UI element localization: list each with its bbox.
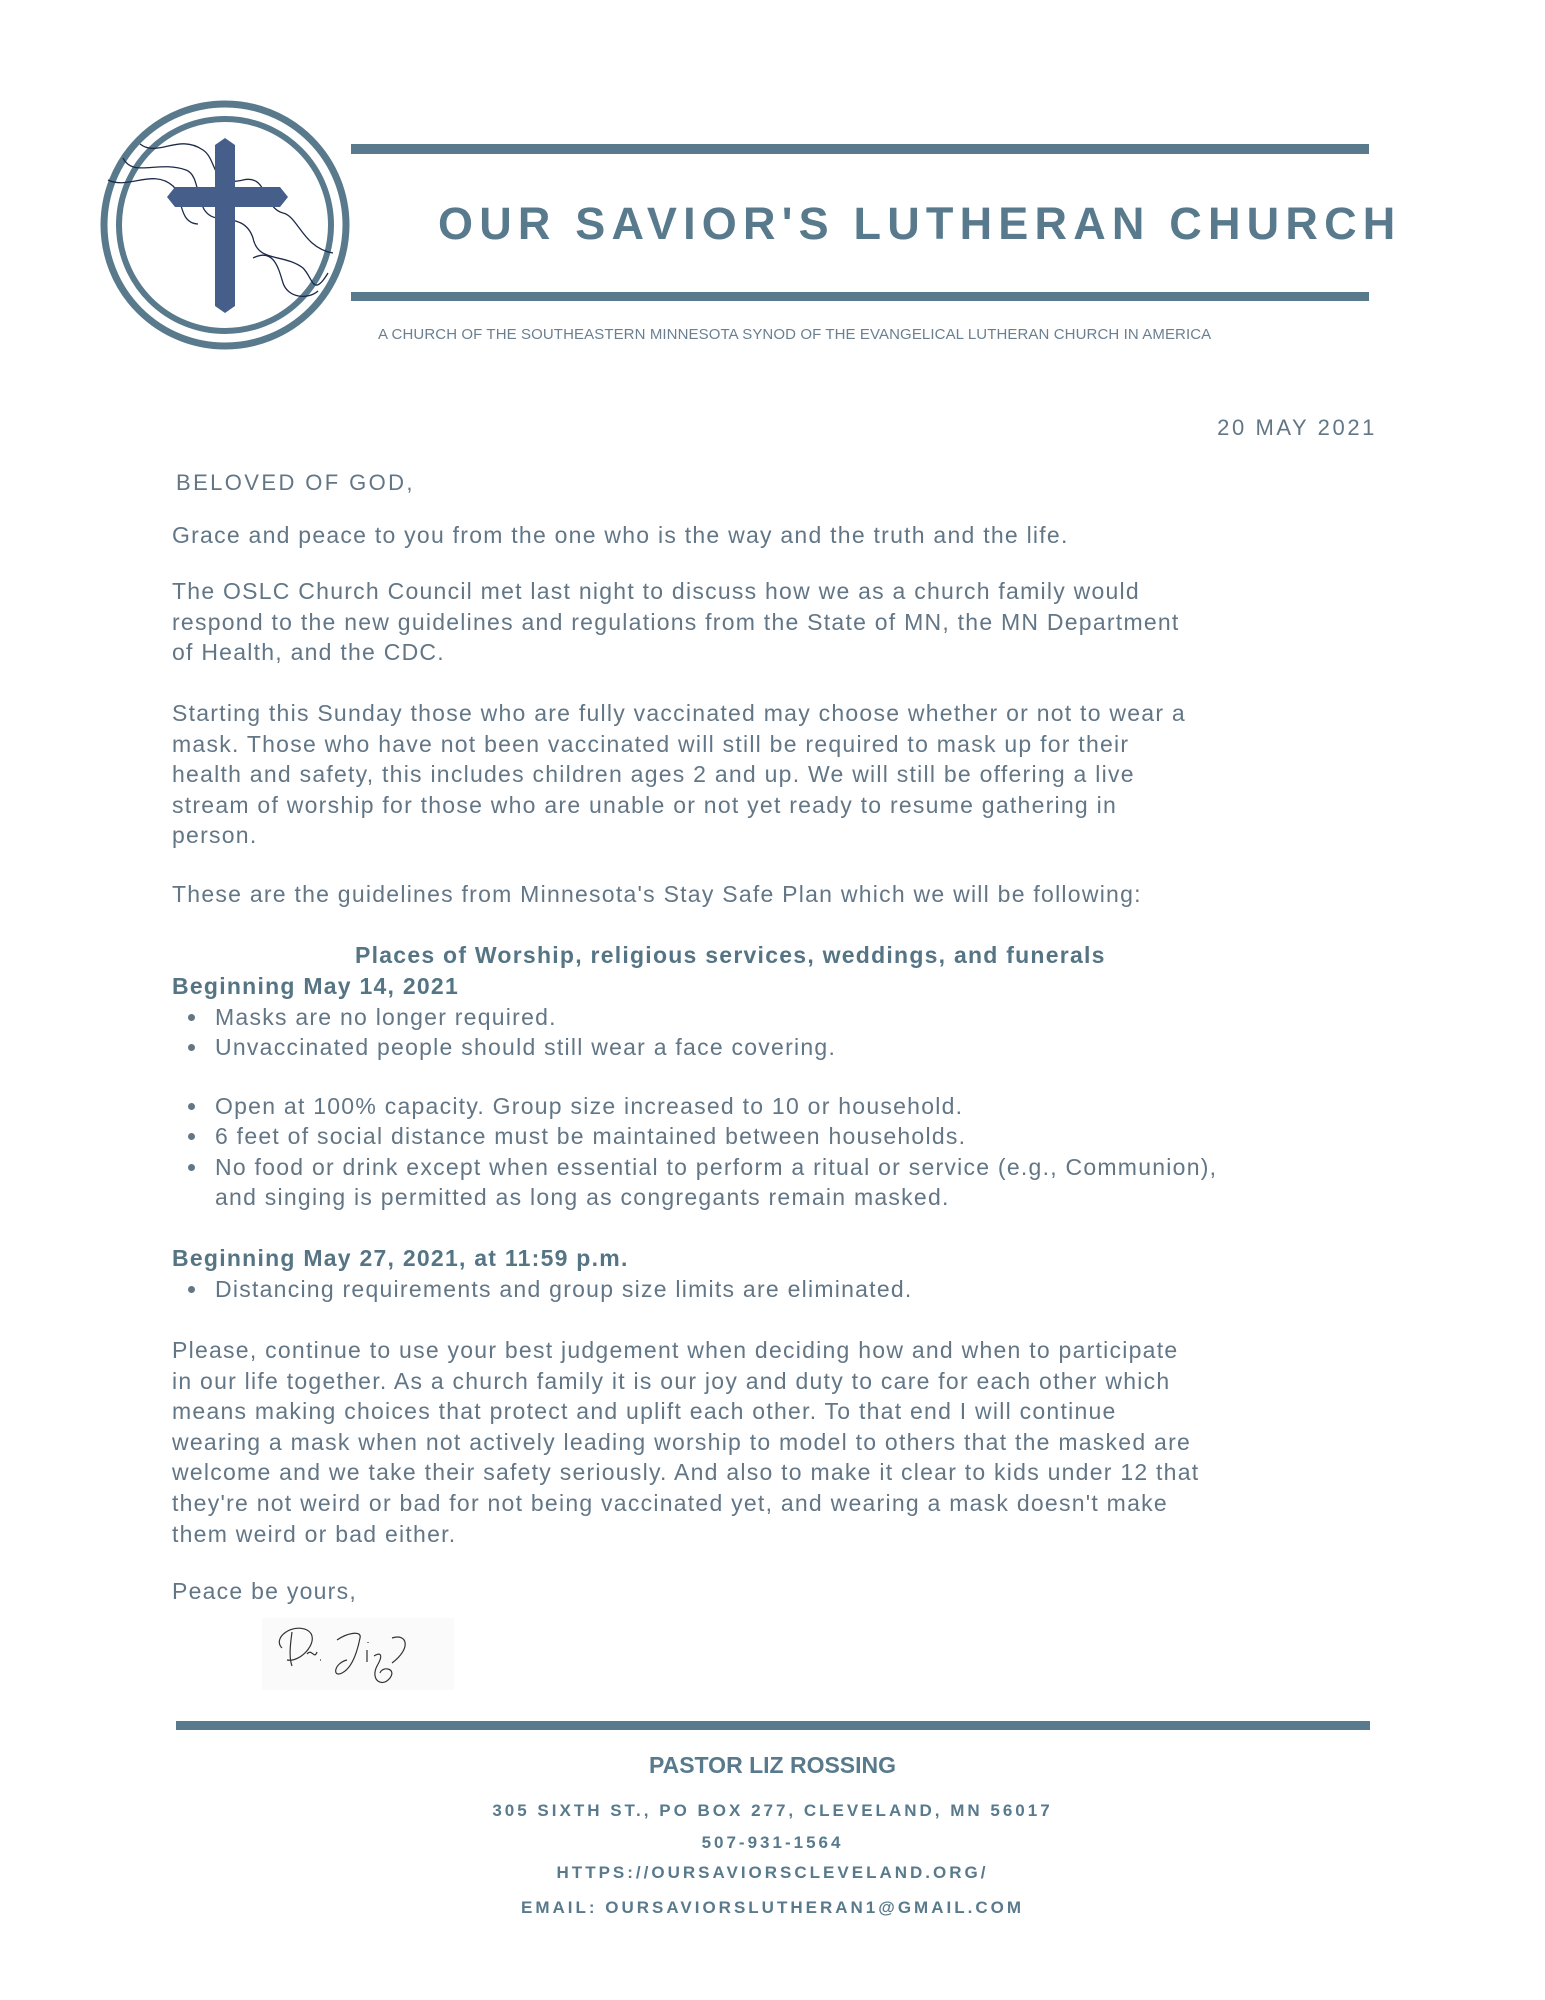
paragraph-line: Please, continue to use your best judgement when deciding how and when to participate (172, 1337, 1179, 1363)
paragraph-line: mask. Those who have not been vaccinated will still be required to mask up for their (172, 730, 1130, 757)
list-item: No food or drink except when essential to perform a ritual or service (e.g., Communion), (215, 1154, 1218, 1180)
paragraph-line: person. (172, 822, 258, 849)
footer-phone: 507-931-1564 (701, 1833, 844, 1852)
paragraph-line: These are the guidelines from Minnesota's Stay Safe Plan which we will be following: (172, 881, 1142, 907)
church-affiliation: A CHURCH OF THE SOUTHEASTERN MINNESOTA SYNOD OF THE EVANGELICAL LUTHERAN CHURCH IN AMERICA (378, 326, 1212, 343)
bullet-icon (188, 1164, 195, 1171)
paragraph-line: Starting this Sunday those who are fully vaccinated may choose whether or not to wear a (172, 700, 1186, 726)
footer-website[interactable]: HTTPS://OURSAVIORSCLEVELAND.ORG/ (556, 1863, 989, 1882)
paragraph-line: stream of worship for those who are unable or not yet ready to resume gathering in (172, 791, 1118, 818)
list-item: Open at 100% capacity. Group size increased to 10 or household. (215, 1093, 964, 1119)
paragraph-line: wearing a mask when not actively leading worship to model to others that the masked are (172, 1428, 1192, 1455)
salutation: BELOVED OF GOD, (176, 470, 415, 495)
paragraph-line: of Health, and the CDC. (172, 639, 445, 666)
bullet-icon (188, 1044, 195, 1051)
pastor-name: PASTOR LIZ ROSSING (648, 1752, 897, 1778)
paragraph-line: The OSLC Church Council met last night to discuss how we as a church family would (172, 578, 1140, 604)
footer-email[interactable]: EMAIL: OURSAVIORSLUTHERAN1@GMAIL.COM (521, 1898, 1024, 1917)
paragraph-line: Grace and peace to you from the one who is the way and the truth and the life. (172, 522, 1069, 548)
list-item: Unvaccinated people should still wear a face covering. (215, 1034, 837, 1061)
list-item: 6 feet of social distance must be maintained between households. (215, 1123, 967, 1150)
paragraph-line: respond to the new guidelines and regulations from the State of MN, the MN Department (172, 608, 1180, 635)
list-item: and singing is permitted as long as congregants remain masked. (215, 1184, 950, 1211)
closing: Peace be yours, (172, 1578, 357, 1604)
header-top-rule (351, 144, 1369, 154)
footer-rule (176, 1721, 1370, 1730)
paragraph-line: welcome and we take their safety seriously. And also to make it clear to kids under 12 that (172, 1459, 1200, 1486)
church-name: OUR SAVIOR'S LUTHERAN CHURCH (438, 198, 1402, 249)
footer-address: 305 SIXTH ST., PO BOX 277, CLEVELAND, MN 56017 (492, 1801, 1053, 1820)
cross-icon (167, 138, 288, 313)
list-item: Distancing requirements and group size limits are eliminated. (215, 1276, 913, 1302)
church-logo (98, 98, 354, 354)
letter-date: 20 MAY 2021 (1217, 415, 1377, 440)
signature (262, 1618, 454, 1690)
bullet-icon (188, 1103, 195, 1110)
paragraph-line: them weird or bad either. (172, 1520, 457, 1547)
header-bottom-rule (351, 292, 1369, 301)
paragraph-line: in our life together. As a church family it is our joy and duty to care for each other which (172, 1367, 1171, 1394)
bullet-icon (188, 1014, 195, 1021)
guidelines-heading: Places of Worship, religious services, weddings, and funerals (355, 942, 1106, 968)
paragraph-line: means making choices that protect and uplift each other. To that end I will continue (172, 1398, 1117, 1425)
bullet-icon (188, 1286, 195, 1293)
paragraph-line: they're not weird or bad for not being vaccinated yet, and wearing a mask doesn't make (172, 1490, 1168, 1516)
section-heading: Beginning May 27, 2021, at 11:59 p.m. (172, 1245, 629, 1271)
bullet-icon (188, 1133, 195, 1140)
section-heading: Beginning May 14, 2021 (172, 973, 459, 999)
paragraph-line: health and safety, this includes children ages 2 and up. We will still be offering a live (172, 761, 1135, 788)
list-item: Masks are no longer required. (215, 1004, 557, 1030)
